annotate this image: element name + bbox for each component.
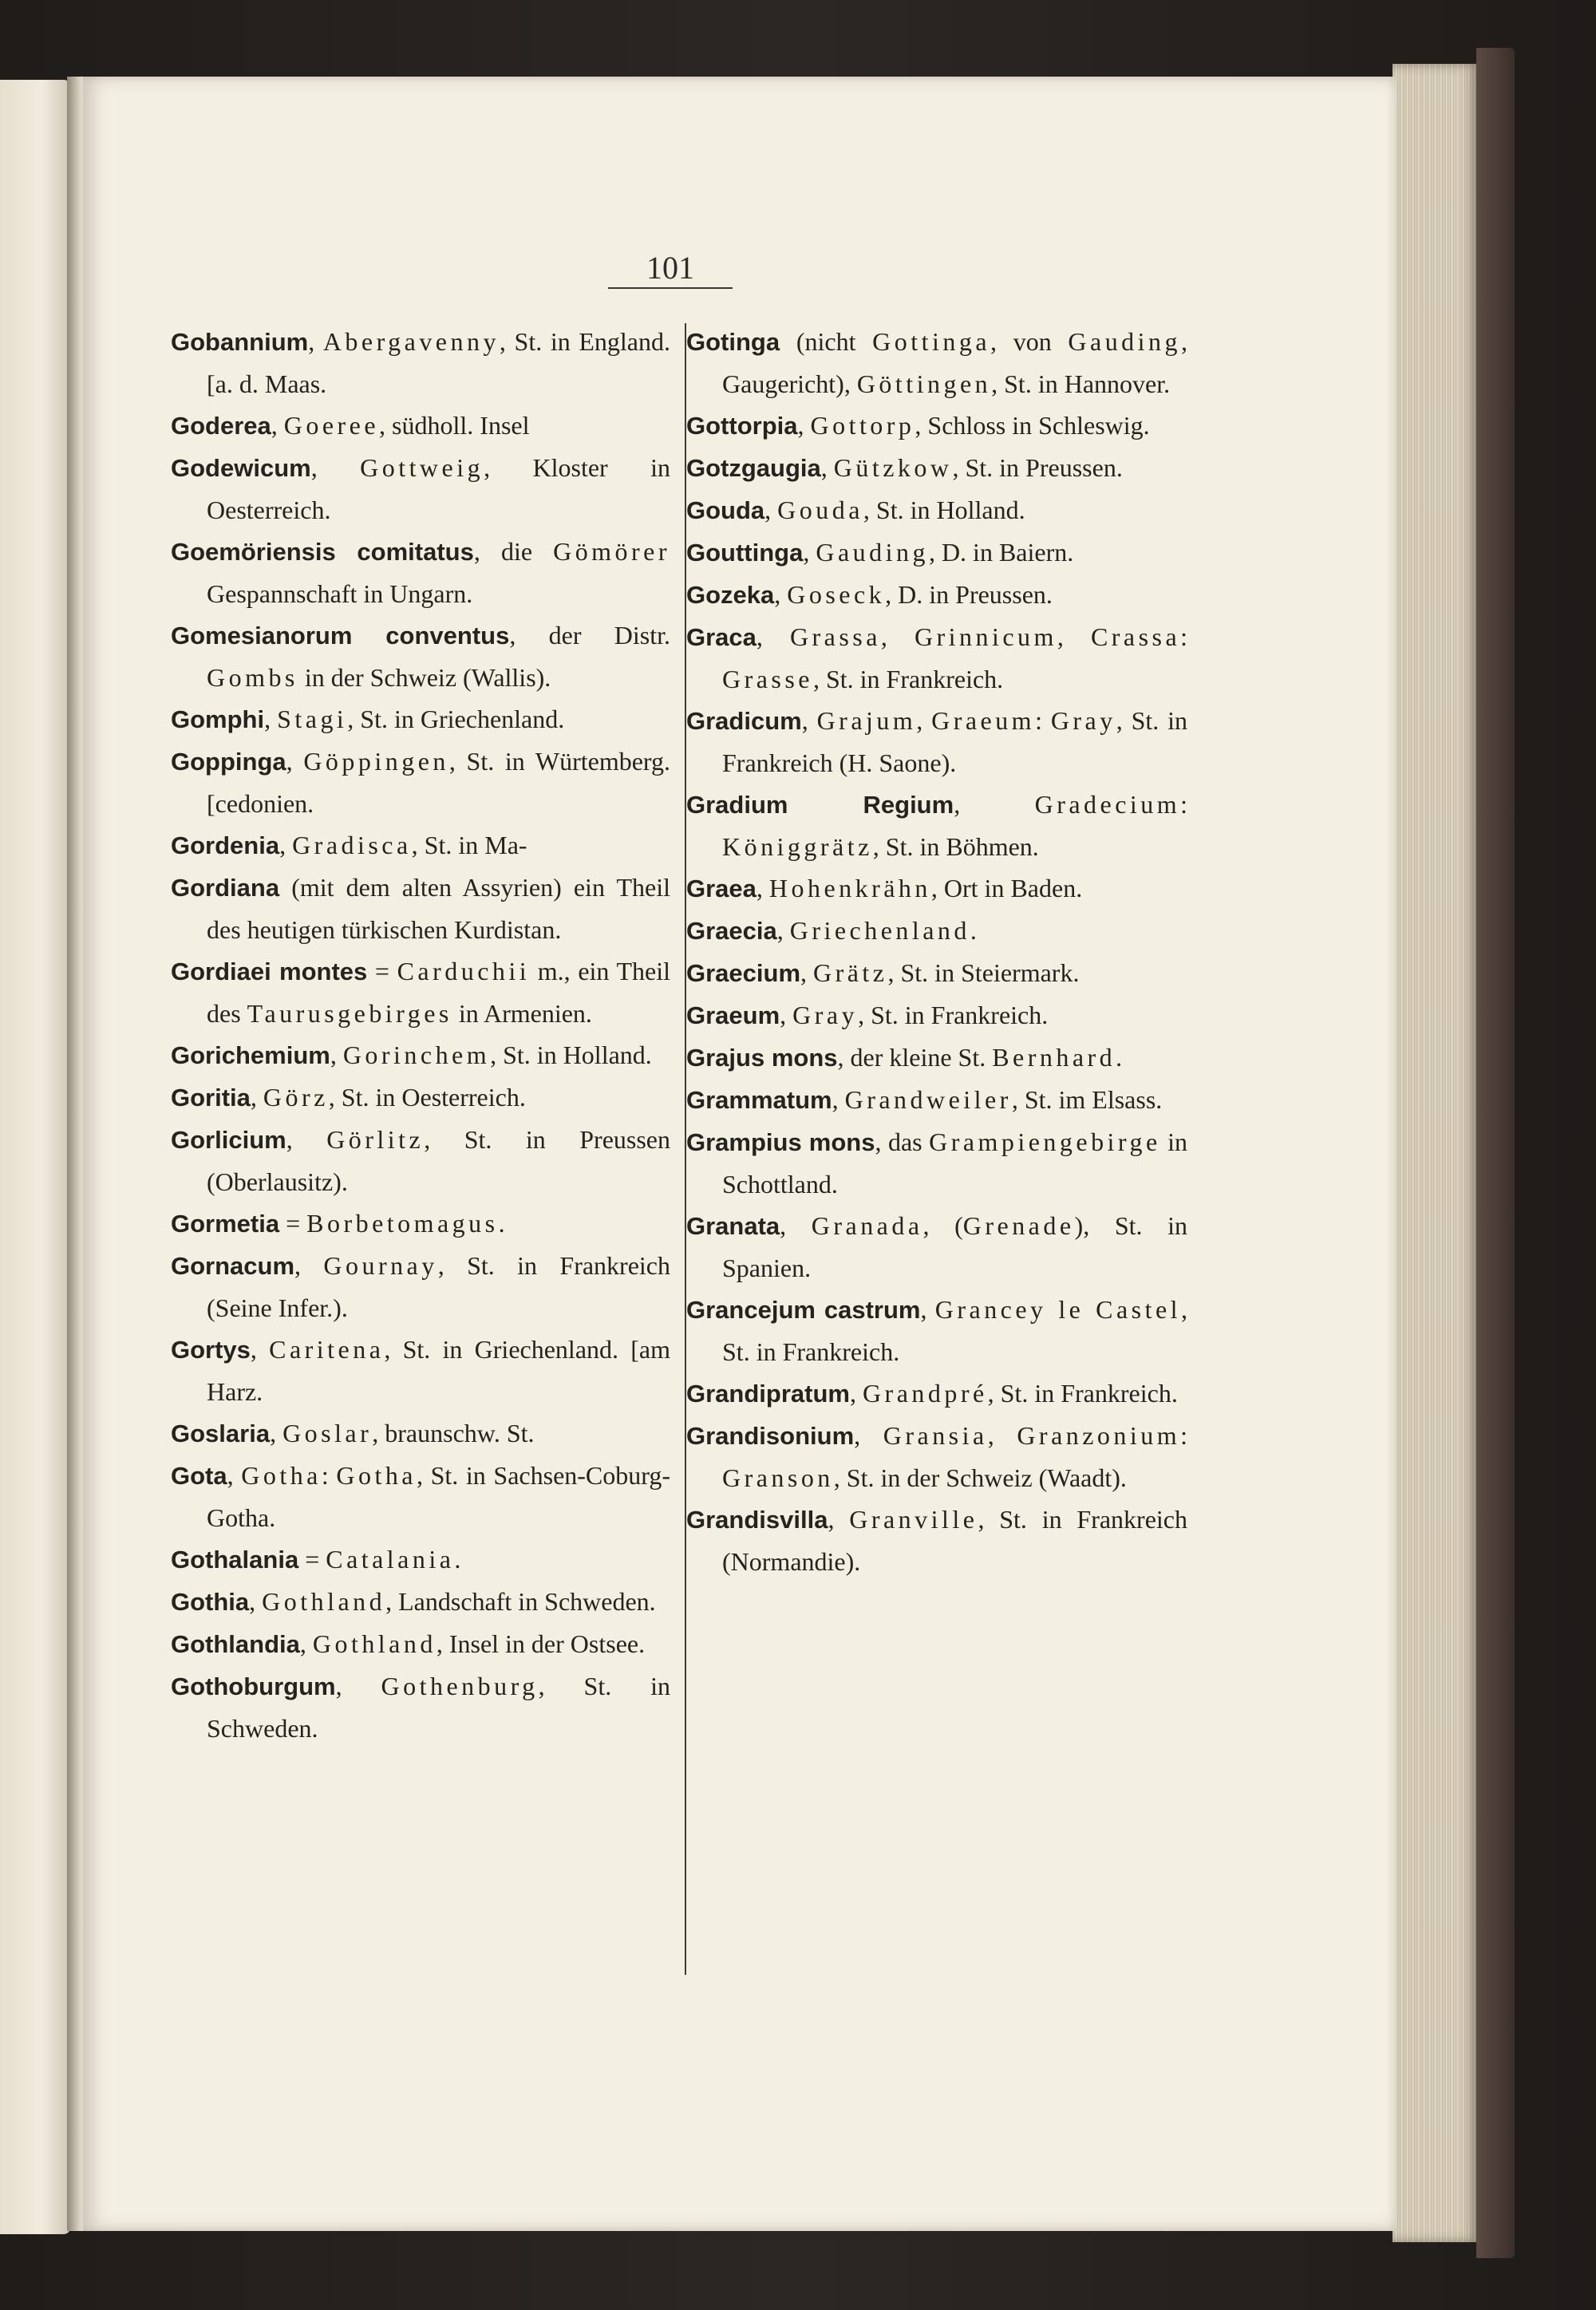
entry-modern-name: Göttingen bbox=[856, 369, 992, 398]
entry-headword: Gradium Regium bbox=[686, 791, 954, 819]
entry-text: , bbox=[227, 1461, 242, 1490]
dictionary-entry bbox=[171, 1538, 670, 1581]
entry-modern-name: Gothland bbox=[312, 1629, 437, 1658]
entry-text: , bbox=[916, 706, 932, 735]
dictionary-entry bbox=[171, 1034, 670, 1076]
entry-text: , bbox=[987, 1421, 1017, 1450]
entry-modern-name: Görz bbox=[263, 1083, 329, 1112]
entry-text: , bbox=[310, 453, 361, 482]
entry-text: , D. in Baiern. bbox=[928, 538, 1074, 567]
entry-text: , ( bbox=[922, 1211, 963, 1240]
entry-headword: Gormetia bbox=[171, 1210, 280, 1238]
entry-headword: Goslaria bbox=[171, 1420, 271, 1447]
entry-headword: Gottorpia bbox=[686, 412, 798, 440]
entry-text: , St. in Holland. bbox=[490, 1040, 652, 1069]
entry-text: , bbox=[776, 916, 790, 945]
dictionary-entry bbox=[686, 447, 1187, 489]
entry-text: , bbox=[764, 496, 778, 524]
entry-text: = bbox=[367, 957, 397, 985]
entry-text: , bbox=[250, 1083, 263, 1112]
entry-headword: Gortys bbox=[171, 1336, 251, 1364]
entry-text: , Schloss in Schleswig. bbox=[915, 411, 1150, 440]
entry-text: , bbox=[920, 1295, 935, 1324]
entry-headword: Gouttinga bbox=[686, 539, 804, 567]
dictionary-entry bbox=[171, 1412, 670, 1455]
entry-modern-name: Granson bbox=[722, 1463, 834, 1492]
dictionary-entry bbox=[686, 1121, 1187, 1205]
page-number: 101 bbox=[646, 250, 694, 286]
dictionary-entry bbox=[171, 1623, 670, 1665]
entry-headword: Gomesianorum conventus bbox=[171, 622, 510, 650]
entry-text: , der kleine St. bbox=[837, 1043, 993, 1072]
entry-text: , St. in Ma- bbox=[411, 831, 527, 859]
entry-text: , bbox=[299, 1629, 313, 1658]
dictionary-entry bbox=[686, 1205, 1187, 1289]
entry-text: , bbox=[270, 1419, 283, 1447]
entry-modern-name: Goslar bbox=[282, 1419, 373, 1447]
entry-headword: Granata bbox=[686, 1212, 780, 1240]
entry-headword: Grandipratum bbox=[686, 1380, 850, 1408]
entry-headword: Gomphi bbox=[171, 705, 265, 733]
entry-modern-name: Grenade bbox=[962, 1211, 1075, 1240]
entry-modern-name: Goeree bbox=[283, 411, 380, 440]
entry-headword: Gothlandia bbox=[171, 1630, 300, 1658]
dictionary-entry bbox=[171, 740, 670, 824]
page-number-rule bbox=[608, 287, 733, 289]
entry-text: , Insel in der Ostsee. bbox=[436, 1629, 646, 1658]
entry-text: , bbox=[820, 453, 834, 482]
entry-text: , bbox=[832, 1085, 845, 1114]
entry-text: , St. in der Schweiz (Waadt). bbox=[833, 1463, 1127, 1492]
entry-headword: Grancejum castrum bbox=[686, 1296, 921, 1324]
page-stack-edges bbox=[1393, 64, 1480, 2242]
entry-headword: Gothoburgum bbox=[171, 1672, 336, 1700]
entry-modern-name: Gradecium bbox=[1034, 790, 1181, 819]
dictionary-entry bbox=[686, 1415, 1187, 1499]
entry-text: , bbox=[780, 1211, 812, 1240]
entry-text: , bbox=[286, 747, 304, 776]
dictionary-entry bbox=[171, 1329, 670, 1412]
entry-text: , D. in Preussen. bbox=[885, 580, 1053, 609]
entry-text: . bbox=[970, 916, 977, 945]
entry-text: , St. in Frankreich. bbox=[812, 665, 1004, 693]
entry-modern-name: Gauding bbox=[1068, 327, 1181, 356]
dictionary-entry bbox=[171, 1076, 670, 1119]
dictionary-entry bbox=[686, 616, 1187, 700]
entry-text: in Schottland. bbox=[722, 1127, 1188, 1198]
entry-modern-name: Grancey le Castel bbox=[934, 1295, 1182, 1324]
dictionary-entry bbox=[171, 1581, 670, 1623]
entry-text: , Ort in Baden. bbox=[930, 874, 1083, 902]
entry-text: , die bbox=[473, 537, 554, 566]
dictionary-entry bbox=[171, 1245, 670, 1329]
entry-text: , bbox=[1057, 622, 1091, 651]
entry-text: , bbox=[271, 411, 284, 440]
dictionary-entry bbox=[171, 867, 670, 950]
dictionary-entry bbox=[686, 1289, 1187, 1372]
dictionary-entry bbox=[686, 489, 1187, 531]
entry-modern-name: Caritena bbox=[269, 1335, 385, 1364]
entry-headword: Gordiaei montes bbox=[171, 958, 368, 985]
entry-text: , St. in Steiermark. bbox=[887, 958, 1080, 987]
entry-headword: Goppinga bbox=[171, 748, 286, 776]
entry-text: , St. in Preussen (Oberlausitz). bbox=[207, 1125, 670, 1196]
entry-headword: Graecia bbox=[686, 917, 777, 945]
entry-modern-name: Görlitz bbox=[326, 1125, 425, 1154]
entry-modern-name: Griechenland bbox=[789, 916, 970, 945]
dictionary-entry bbox=[171, 698, 670, 740]
entry-text: , St. in Sachsen-Coburg-Gotha. bbox=[207, 1461, 671, 1532]
dictionary-entry bbox=[171, 531, 670, 614]
dictionary-entry bbox=[171, 1665, 670, 1749]
entry-text: , St. in Preussen. bbox=[952, 453, 1123, 482]
entry-modern-name: Grampiengebirge bbox=[929, 1127, 1161, 1156]
entry-text: , bbox=[756, 874, 769, 902]
entry-text: , St. in Hannover. bbox=[991, 369, 1171, 398]
entry-text: (mit dem alten Assyrien) ein Theil des heutigen türkischen Kurdistan. bbox=[207, 873, 670, 944]
entry-text: : bbox=[1180, 1421, 1187, 1450]
dictionary-entry bbox=[686, 867, 1187, 910]
dictionary-entry bbox=[171, 1455, 670, 1538]
entry-headword: Goritia bbox=[171, 1084, 251, 1112]
entry-text: , von bbox=[990, 327, 1069, 356]
dictionary-entry bbox=[686, 1079, 1187, 1121]
entry-text: , bbox=[774, 580, 788, 609]
dictionary-entry bbox=[171, 321, 670, 405]
dictionary-entry bbox=[171, 1202, 670, 1245]
dictionary-entry bbox=[171, 824, 670, 867]
entry-modern-name: Grasse bbox=[722, 665, 813, 693]
dictionary-entry bbox=[171, 614, 670, 698]
book-cover-edge bbox=[1476, 48, 1515, 2258]
entry-text: : bbox=[1180, 790, 1187, 819]
entry-text: in der Schweiz (Wallis). bbox=[298, 663, 551, 692]
entry-headword: Gozeka bbox=[686, 581, 775, 609]
entry-modern-name: Gotha bbox=[336, 1461, 417, 1490]
facing-page-edge bbox=[0, 80, 70, 2234]
entry-headword: Godewicum bbox=[171, 454, 311, 482]
entry-modern-name: Borbetomagus bbox=[306, 1209, 499, 1238]
dictionary-entry bbox=[686, 1499, 1187, 1582]
entry-text: Gespannschaft in Ungarn. bbox=[207, 579, 473, 608]
entry-text: , St. im Elsass. bbox=[1011, 1085, 1163, 1114]
entry-text: , St. in Frankreich. bbox=[858, 1001, 1049, 1029]
entry-headword: Gothalania bbox=[171, 1546, 299, 1574]
entry-text: . bbox=[498, 1209, 505, 1238]
entry-modern-name: Gray bbox=[1050, 706, 1116, 735]
entry-text: , St. in Griechenland. [am Harz. bbox=[207, 1335, 671, 1406]
entry-text: , St. in Frankreich. bbox=[722, 1295, 1188, 1366]
entry-text: : bbox=[321, 1461, 337, 1490]
entry-text: , bbox=[286, 1125, 327, 1154]
entry-text: , das bbox=[875, 1127, 930, 1156]
dictionary-entry bbox=[171, 447, 670, 531]
entry-modern-name: Grajum bbox=[816, 706, 917, 735]
entry-text: , bbox=[803, 538, 816, 567]
entry-headword: Graca bbox=[686, 623, 757, 651]
entry-headword: Grandisvilla bbox=[686, 1506, 828, 1534]
entry-text: , bbox=[308, 327, 323, 356]
entry-headword: Gouda bbox=[686, 496, 765, 524]
entry-text: = bbox=[279, 1209, 307, 1238]
entry-modern-name: Grätz bbox=[813, 958, 888, 987]
entry-text: , bbox=[249, 1587, 263, 1616]
entry-modern-name: Taurusgebirges bbox=[247, 999, 452, 1028]
dictionary-entry bbox=[686, 1372, 1187, 1415]
entry-modern-name: Gömörer bbox=[553, 537, 670, 566]
dictionary-entry bbox=[686, 700, 1187, 784]
entry-modern-name: Gottinga bbox=[872, 327, 990, 356]
entry-text: , bbox=[880, 622, 915, 651]
entry-headword: Gradicum bbox=[686, 707, 802, 735]
entry-text: , südholl. Insel bbox=[379, 411, 530, 440]
entry-text: , St. in Böhmen. bbox=[872, 832, 1039, 861]
entry-headword: Grandisonium bbox=[686, 1422, 855, 1450]
entry-text: , bbox=[800, 958, 814, 987]
left-column bbox=[171, 321, 670, 1749]
entry-text: : bbox=[1035, 706, 1051, 735]
entry-modern-name: Gradisca bbox=[292, 831, 412, 859]
entry-headword: Goemöriensis comitatus bbox=[171, 538, 474, 566]
entry-headword: Grammatum bbox=[686, 1086, 832, 1114]
entry-modern-name: Carduchii bbox=[397, 957, 531, 985]
entry-headword: Gornacum bbox=[171, 1252, 295, 1280]
entry-headword: Graecium bbox=[686, 959, 801, 987]
entry-text: , bbox=[335, 1672, 381, 1700]
entry-text: m., ein Theil des bbox=[207, 957, 671, 1028]
entry-text: , bbox=[780, 1001, 793, 1029]
entry-text: , St. in Schweden. bbox=[207, 1672, 671, 1743]
entry-text: , bbox=[954, 790, 1035, 819]
entry-text: , braunschw. St. bbox=[372, 1419, 535, 1447]
entry-headword: Gothia bbox=[171, 1588, 250, 1616]
dictionary-entry bbox=[171, 405, 670, 447]
entry-modern-name: Goseck bbox=[787, 580, 886, 609]
entry-headword: Gotinga bbox=[686, 328, 780, 356]
entry-text: , bbox=[849, 1379, 863, 1408]
entry-modern-name: Crassa bbox=[1090, 622, 1181, 651]
entry-modern-name: Grinnicum bbox=[914, 622, 1057, 651]
entry-modern-name: Abergavenny bbox=[322, 327, 500, 356]
entry-modern-name: Hohenkrähn bbox=[768, 874, 931, 902]
entry-modern-name: Gombs bbox=[207, 663, 298, 692]
dictionary-entry bbox=[686, 1037, 1187, 1079]
dictionary-entry bbox=[686, 784, 1187, 867]
entry-modern-name: Gottorp bbox=[810, 411, 915, 440]
entry-text: in Armenien. bbox=[452, 999, 592, 1028]
entry-modern-name: Königgrätz bbox=[722, 832, 873, 861]
entry-text: . bbox=[1116, 1043, 1123, 1072]
entry-text: , St. in Frankreich (H. Saone). bbox=[722, 706, 1188, 777]
entry-headword: Grajus mons bbox=[686, 1044, 838, 1072]
entry-text: : bbox=[1180, 622, 1188, 651]
entry-headword: Gordenia bbox=[171, 831, 280, 859]
entry-text: , St. in Griechenland. bbox=[347, 705, 565, 733]
entry-headword: Goderea bbox=[171, 412, 271, 440]
entry-text: , St. in Frankreich (Seine Infer.). bbox=[207, 1251, 670, 1322]
dictionary-entry bbox=[686, 952, 1187, 994]
entry-headword: Gorichemium bbox=[171, 1041, 330, 1069]
entry-modern-name: Grassa bbox=[789, 622, 881, 651]
entry-modern-name: Gothland bbox=[262, 1587, 386, 1616]
entry-headword: Graeum bbox=[686, 1001, 780, 1029]
entry-modern-name: Gouda bbox=[777, 496, 863, 524]
entry-modern-name: Graeum bbox=[931, 706, 1036, 735]
entry-text: , Kloster in Oesterreich. bbox=[207, 453, 670, 524]
entry-text: , bbox=[797, 411, 811, 440]
dictionary-entry bbox=[686, 531, 1187, 574]
entry-headword: Gotzgaugia bbox=[686, 454, 821, 482]
entry-modern-name: Gransia bbox=[883, 1421, 988, 1450]
entry-text: , bbox=[279, 831, 293, 859]
entry-modern-name: Granville bbox=[849, 1505, 978, 1534]
dictionary-entry bbox=[171, 950, 670, 1034]
entry-modern-name: Grandweiler bbox=[844, 1085, 1012, 1114]
entry-modern-name: Gothenburg bbox=[381, 1672, 539, 1700]
entry-modern-name: Gützkow bbox=[833, 453, 953, 482]
entry-modern-name: Granzonium bbox=[1017, 1421, 1181, 1450]
entry-modern-name: Grandpré bbox=[862, 1379, 988, 1408]
entry-modern-name: Göppingen bbox=[303, 747, 449, 776]
entry-modern-name: Gotha bbox=[241, 1461, 322, 1490]
entry-headword: Gota bbox=[171, 1462, 227, 1490]
entry-text: , St. in England. [a. d. Maas. bbox=[207, 327, 671, 398]
entry-text: , St. in Frankreich (Normandie). bbox=[722, 1505, 1188, 1576]
entry-modern-name: Gray bbox=[792, 1001, 859, 1029]
entry-headword: Grampius mons bbox=[686, 1128, 875, 1156]
entry-headword: Gorlicium bbox=[171, 1126, 286, 1154]
entry-text: , bbox=[330, 1040, 343, 1069]
entry-text: , Landschaft in Schweden. bbox=[385, 1587, 656, 1616]
entry-text: , bbox=[294, 1251, 324, 1280]
entry-text: , bbox=[264, 705, 278, 733]
dictionary-entry bbox=[686, 321, 1187, 405]
dictionary-entry bbox=[686, 574, 1187, 616]
entry-text: , St. in Oesterreich. bbox=[328, 1083, 526, 1112]
dictionary-entry bbox=[171, 1119, 670, 1202]
dictionary-entry bbox=[686, 994, 1187, 1037]
entry-text: ), St. in Spanien. bbox=[722, 1211, 1187, 1282]
entry-headword: Gordiana bbox=[171, 874, 280, 902]
entry-text: , der Distr. bbox=[509, 621, 671, 650]
entry-headword: Graea bbox=[686, 875, 757, 902]
entry-text: , St. in Frankreich. bbox=[987, 1379, 1178, 1408]
entry-text: , bbox=[756, 622, 790, 651]
right-column bbox=[686, 321, 1187, 1582]
dictionary-entry bbox=[686, 910, 1187, 952]
entry-text: , bbox=[250, 1335, 270, 1364]
entry-text: = bbox=[298, 1545, 326, 1574]
entry-text: , bbox=[801, 706, 817, 735]
entry-modern-name: Gournay bbox=[323, 1251, 438, 1280]
entry-text: (nicht bbox=[780, 327, 873, 356]
entry-modern-name: Granada bbox=[811, 1211, 923, 1240]
entry-text: , St. in Würtemberg. [cedonien. bbox=[207, 747, 670, 818]
entry-text: , bbox=[828, 1505, 850, 1534]
dictionary-entry bbox=[686, 405, 1187, 447]
entry-modern-name: Bernhard bbox=[992, 1043, 1116, 1072]
entry-text: , St. in Holland. bbox=[863, 496, 1025, 524]
entry-text: , Gaugericht), bbox=[722, 327, 1187, 398]
entry-text: , bbox=[854, 1421, 883, 1450]
entry-modern-name: Stagi bbox=[277, 705, 348, 733]
entry-modern-name: Gottweig bbox=[360, 453, 484, 482]
entry-modern-name: Gorinchem bbox=[342, 1040, 491, 1069]
entry-headword: Gobannium bbox=[171, 328, 309, 356]
entry-modern-name: Gauding bbox=[816, 538, 929, 567]
entry-text: . bbox=[454, 1545, 461, 1574]
entry-modern-name: Catalania bbox=[326, 1545, 455, 1574]
